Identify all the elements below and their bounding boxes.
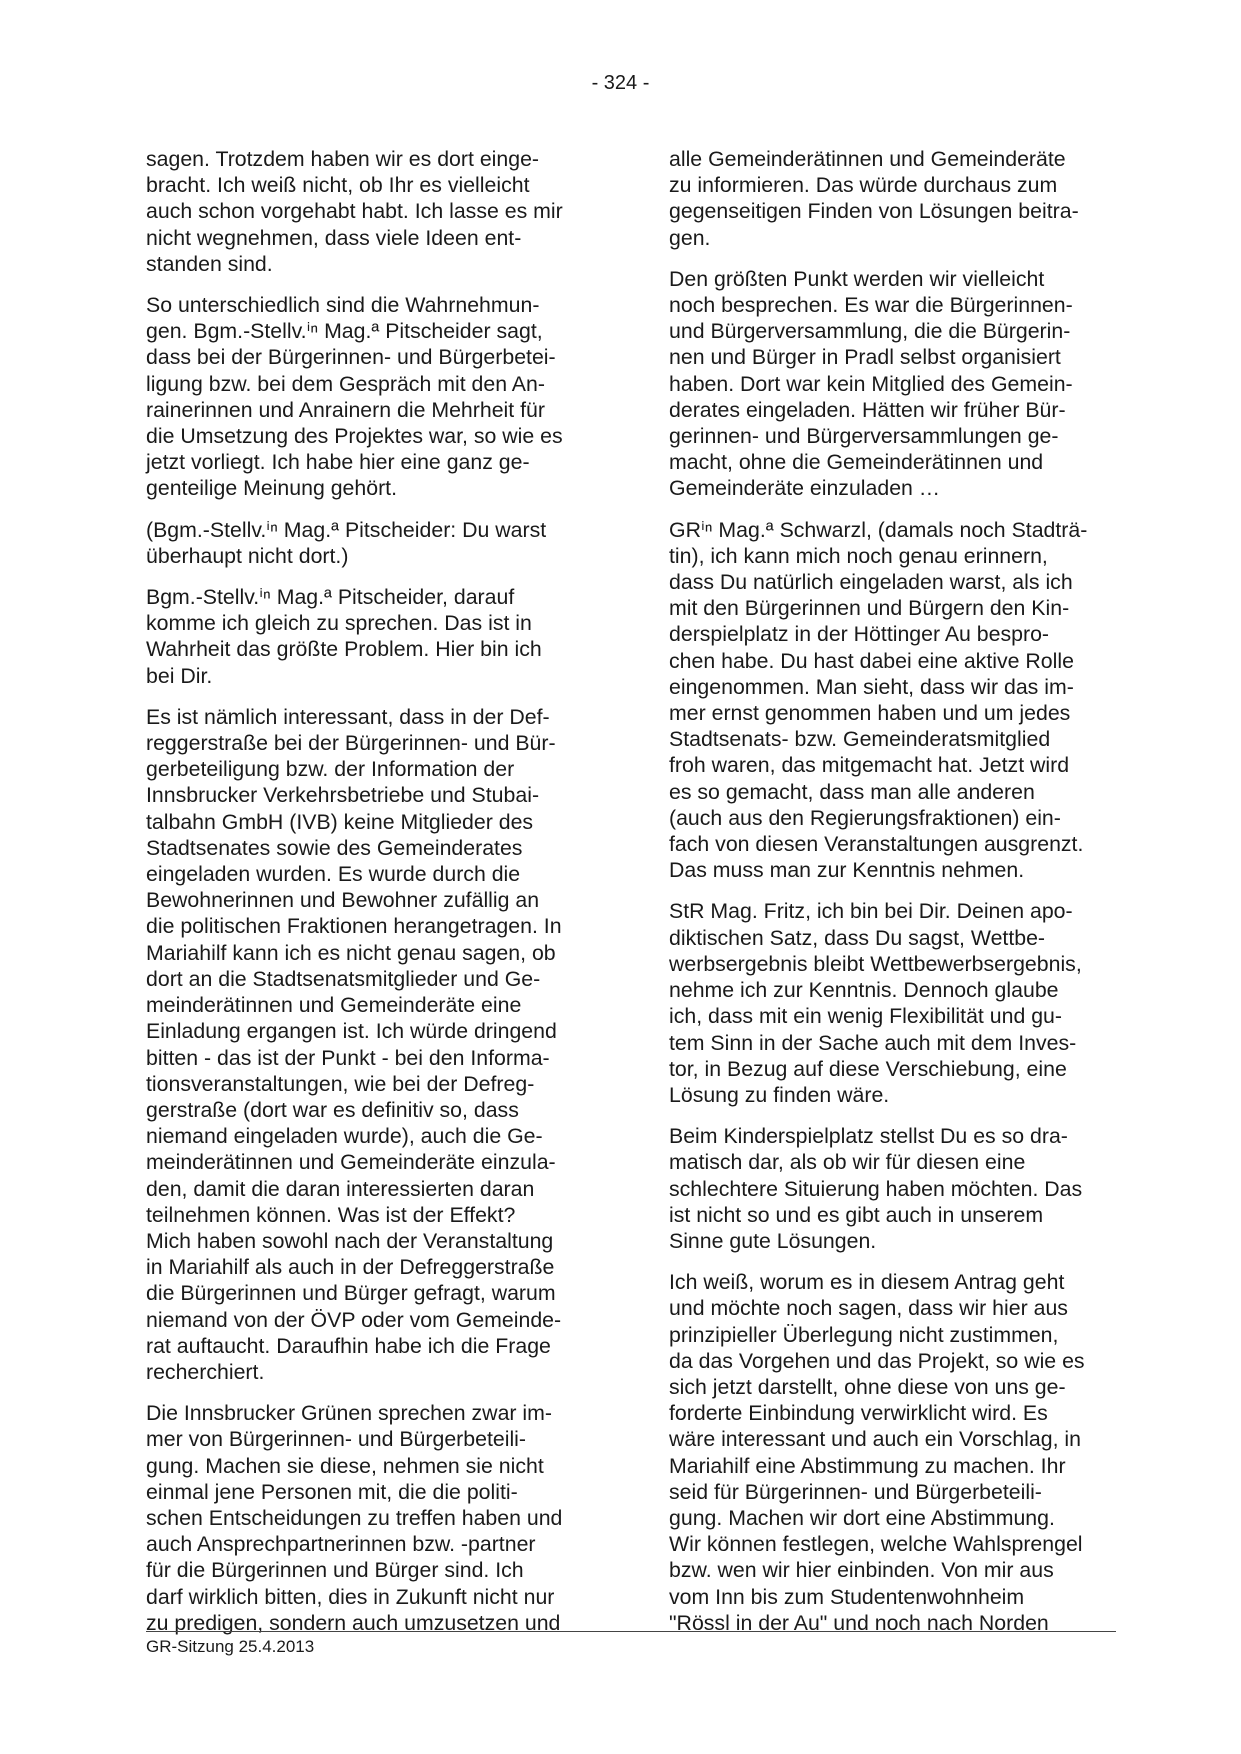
footer-divider	[146, 1631, 1116, 1632]
page-number: - 324 -	[591, 72, 650, 94]
right-column	[669, 146, 1109, 1651]
paragraph: Ich weiß, worum es in diesem Antrag geht und möchte noch sagen, dass wir hier aus prinzipieller Überlegung nicht zustimmen, da das Vorgehen und das Projekt, so wie es sich jetzt darstellt, ohne diese von uns ge- forderte Einbindung verwirklicht wird. Es wäre interessant und auch ein Vorschlag, in Mariahilf eine Abstimmung zu machen. Ihr seid für Bürgerinnen- und Bürgerbeteili- gung. Machen wir dort eine Abstimmung. Wir können festlegen, welche Wahlsprengel bzw. wen wir hier einbinden. Von mir aus vom Inn bis zum Studentenwohnheim "Rössl in der Au" und noch nach Norden	[669, 1270, 1085, 1635]
paragraph: Den größten Punkt werden wir vielleicht noch besprechen. Es war die Bürgerinnen- und Bürgerversammlung, die die Bürgerin- nen und Bürger in Pradl selbst organisiert haben. Dort war kein Mitglied des Gemein- derates eingeladen. Hätten wir früher Bür- gerinnen- und Bürgerversammlungen ge- macht, ohne die Gemeinderätinnen und Gemeinderäte einzuladen …	[669, 266, 1073, 501]
paragraph: Bgm.-Stellv.ⁱⁿ Mag.ª Pitscheider, darauf komme ich gleich zu sprechen. Das ist in Wahrheit das größte Problem. Hier bin ich bei Dir.	[146, 585, 542, 688]
left-column	[146, 146, 586, 1651]
footer-session-date: GR-Sitzung 25.4.2013	[146, 1637, 315, 1656]
interjection-paragraph: (Bgm.-Stellv.ⁱⁿ Mag.ª Pitscheider: Du warst überhaupt nicht dort.)	[146, 517, 547, 568]
paragraph: sagen. Trotzdem haben wir es dort einge- bracht. Ich weiß nicht, ob Ihr es vielleicht auch schon vorgehabt habt. Ich lasse es mir nicht wegnehmen, dass viele Ideen ent- standen sind.	[146, 147, 563, 276]
paragraph: Beim Kinderspielplatz stellst Du es so dra- matisch dar, als ob wir für diesen eine schlechtere Situierung haben möchten. Das ist nicht so und es gibt auch in unserem Sinne gute Lösungen.	[669, 1124, 1083, 1253]
paragraph: Die Innsbrucker Grünen sprechen zwar im- mer von Bürgerinnen- und Bürgerbeteili- gung. Machen sie diese, nehmen sie nicht einmal jene Personen mit, die die politi- schen Entscheidungen zu treffen haben und auch Ansprechpartnerinnen bzw. -partner für die Bürgerinnen und Bürger sind. Ich darf wirklich bitten, dies in Zukunft nicht nur zu predigen, sondern auch umzusetzen und	[146, 1401, 563, 1635]
paragraph: StR Mag. Fritz, ich bin bei Dir. Deinen apo- diktischen Satz, dass Du sagst, Wettbe- werbsergebnis bleibt Wettbewerbsergebnis, nehme ich zur Kenntnis. Dennoch glaube ich, dass mit ein wenig Flexibilität und gu- tem Sinn in der Sache auch mit dem Inves- tor, in Bezug auf diese Verschiebung, eine Lösung zu finden wäre.	[669, 899, 1082, 1107]
paragraph: Es ist nämlich interessant, dass in der Def- reggerstraße bei der Bürgerinnen- und Bür- gerbeteiligung bzw. der Information der Innsbrucker Verkehrsbetriebe und Stubai- talbahn GmbH (IVB) keine Mitglieder des Stadtsenates sowie des Gemeinderates eingeladen wurden. Es wurde durch die Bewohnerinnen und Bewohner zufällig an die politischen Fraktionen herangetragen. In Mariahilf kann ich es nicht genau sagen, ob dort an die Stadtsenatsmitglieder und Ge- meinderätinnen und Gemeinderäte eine Einladung ergangen ist. Ich würde dringend bitten - das ist der Punkt - bei den Informa- tionsveranstaltungen, wie bei der Defreg- gerstraße (dort war es definitiv so, dass niemand eingeladen wurde), auch die Ge- meinderätinnen und Gemeinderäte einzula- den, damit die daran interessierten daran teilnehmen können. Was ist der Effekt? Mich haben sowohl nach der Veranstaltung in Mariahilf als auch in der Defreggerstraße die Bürgerinnen und Bürger gefragt, warum niemand von der ÖVP oder vom Gemeinde- rat auftaucht. Daraufhin habe ich die Frage recherchiert.	[146, 704, 562, 1384]
paragraph: alle Gemeinderätinnen und Gemeinderäte zu informieren. Das würde durchaus zum gegenseitigen Finden von Lösungen beitra- gen.	[669, 147, 1079, 250]
paragraph: GRⁱⁿ Mag.ª Schwarzl, (damals noch Stadträ- tin), ich kann mich noch genau erinnern, dass Du natürlich eingeladen warst, als ich mit den Bürgerinnen und Bürgern den Kin- derspielplatz in der Höttinger Au bespro- chen habe. Du hast dabei eine aktive Rolle eingenommen. Man sieht, dass wir das im- mer ernst genommen haben und um jedes Stadtsenats- bzw. Gemeinderatsmitglied froh waren, das mitgemacht hat. Jetzt wird es so gemacht, dass man alle anderen (auch aus den Regierungsfraktionen) ein- fach von diesen Veranstaltungen ausgrenzt. Das muss man zur Kenntnis nehmen.	[669, 517, 1088, 883]
paragraph: So unterschiedlich sind die Wahrnehmun- gen. Bgm.-Stellv.ⁱⁿ Mag.ª Pitscheider sagt, dass bei der Bürgerinnen- und Bürgerbetei- ligung bzw. bei dem Gespräch mit den An- rainerinnen und Anrainern die Mehrheit für die Umsetzung des Projektes war, so wie es jetzt vorliegt. Ich habe hier eine ganz ge- genteilige Meinung gehört.	[146, 293, 563, 501]
